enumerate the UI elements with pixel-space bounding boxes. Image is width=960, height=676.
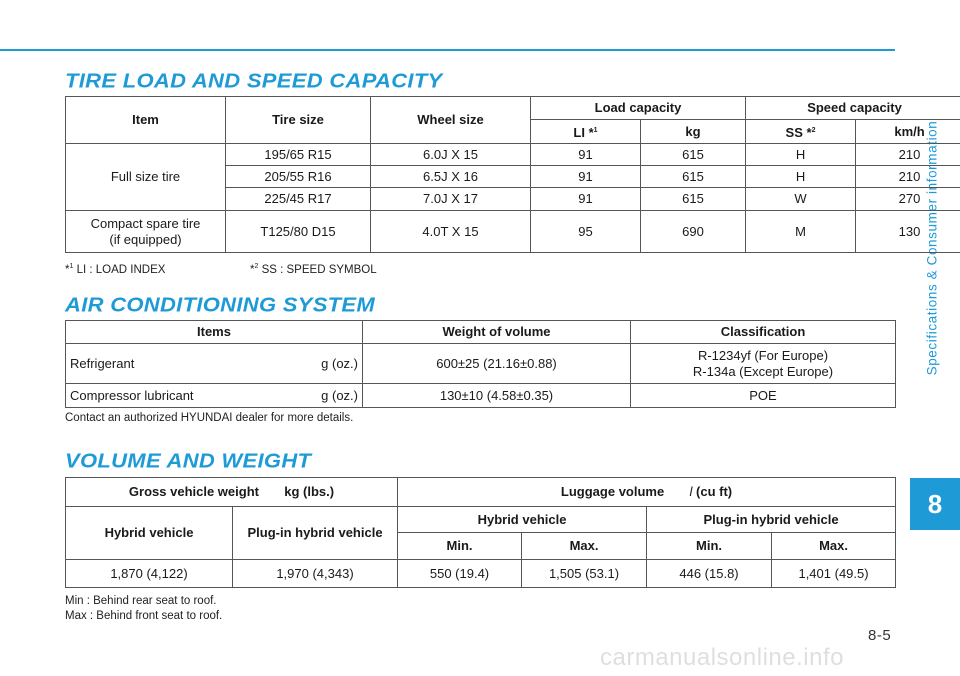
table-cell: 1,505 (53.1): [522, 560, 647, 588]
plugin-min-header: Min.: [647, 533, 772, 560]
refrigerant-item: Refrigerant g (oz.): [66, 344, 363, 384]
ac-header-classification: Classification: [631, 321, 896, 344]
tire-header-load-capacity: Load capacity: [531, 97, 746, 120]
table-cell: W: [746, 188, 856, 211]
table-row: [66, 211, 960, 253]
table-cell: T125/80 D15: [226, 211, 371, 253]
table-cell: 446 (15.8): [647, 560, 772, 588]
table-cell: H: [746, 166, 856, 188]
volume-table: [65, 477, 896, 588]
tire-header-tire-size: Tire size: [226, 97, 371, 144]
table-cell: 615: [641, 144, 746, 166]
table-cell: POE: [631, 384, 896, 408]
chapter-side-title: Specifications & Consumer information: [924, 120, 940, 376]
top-rule: [0, 49, 895, 51]
tire-header-wheel-size: Wheel size: [371, 97, 531, 144]
tire-table: [65, 96, 960, 253]
ac-note: Contact an authorized HYUNDAI dealer for more details.: [65, 412, 354, 424]
table-cell: 225/45 R17: [226, 188, 371, 211]
table-cell: H: [746, 144, 856, 166]
tire-footnote-2: *$^2$ SS : SPEED SYMBOL: [250, 263, 377, 276]
table-cell: 270: [856, 188, 960, 211]
tire-header-li: LI *$^1$: [531, 120, 641, 144]
tire-header-ss: SS *$^2$: [746, 120, 856, 144]
table-cell: 210: [856, 144, 960, 166]
volume-note-min: Min : Behind rear seat to roof.: [65, 595, 217, 607]
gross-plugin-header: Plug-in hybrid vehicle: [233, 507, 398, 560]
table-cell: 690: [641, 211, 746, 253]
gross-hybrid-header: Hybrid vehicle: [66, 507, 233, 560]
volume-note-max: Max : Behind front seat to roof.: [65, 610, 223, 622]
tire-header-kmh: km/h: [856, 120, 960, 144]
table-cell: 1,401 (49.5): [772, 560, 896, 588]
hybrid-min-header: Min.: [398, 533, 522, 560]
table-cell: 615: [641, 166, 746, 188]
ac-section-title: AIR CONDITIONING SYSTEM: [65, 293, 376, 317]
watermark: carmanualsonline.info: [600, 644, 844, 671]
table-cell: 91: [531, 166, 641, 188]
tire-header-kg: kg: [641, 120, 746, 144]
lubricant-item: Compressor lubricant g (oz.): [66, 384, 363, 408]
luggage-plugin-header: Plug-in hybrid vehicle: [647, 507, 896, 533]
ac-table: [65, 320, 896, 408]
table-cell: 91: [531, 144, 641, 166]
tire-section-title: TIRE LOAD AND SPEED CAPACITY: [65, 69, 443, 93]
page-number: 8-5: [868, 627, 892, 644]
table-cell: 210: [856, 166, 960, 188]
ac-header-items: Items: [66, 321, 363, 344]
table-cell: 600±25 (21.16±0.88): [363, 344, 631, 384]
tire-header-speed-capacity: Speed capacity: [746, 97, 960, 120]
table-cell: 91: [531, 188, 641, 211]
table-cell: 1,970 (4,343): [233, 560, 398, 588]
table-cell: 615: [641, 188, 746, 211]
table-cell: 1,870 (4,122): [66, 560, 233, 588]
table-row: [66, 344, 896, 384]
table-row: [66, 144, 960, 166]
table-cell: 130: [856, 211, 960, 253]
hybrid-max-header: Max.: [522, 533, 647, 560]
chapter-tab: 8: [910, 478, 960, 530]
gross-weight-header: Gross vehicle weight kg (lbs.): [66, 478, 398, 507]
table-cell: 130±10 (4.58±0.35): [363, 384, 631, 408]
luggage-volume-header: Luggage volume l (cu ft): [398, 478, 896, 507]
table-cell: M: [746, 211, 856, 253]
plugin-max-header: Max.: [772, 533, 896, 560]
table-cell: 205/55 R16: [226, 166, 371, 188]
table-cell: 550 (19.4): [398, 560, 522, 588]
table-row: [66, 384, 896, 408]
table-cell: 95: [531, 211, 641, 253]
full-size-tire-label: Full size tire: [66, 144, 226, 211]
tire-header-item: Item: [66, 97, 226, 144]
compact-spare-label: Compact spare tire (if equipped): [66, 211, 226, 253]
ac-header-weight: Weight of volume: [363, 321, 631, 344]
table-cell: 6.5J X 16: [371, 166, 531, 188]
table-cell: R-1234yf (For Europe) R-134a (Except Europe): [631, 344, 896, 384]
tire-footnote-1: *$^1$ LI : LOAD INDEX: [65, 263, 166, 276]
table-cell: 195/65 R15: [226, 144, 371, 166]
luggage-hybrid-header: Hybrid vehicle: [398, 507, 647, 533]
table-cell: 7.0J X 17: [371, 188, 531, 211]
volume-section-title: VOLUME AND WEIGHT: [65, 449, 312, 473]
table-cell: 6.0J X 15: [371, 144, 531, 166]
table-cell: 4.0T X 15: [371, 211, 531, 253]
table-row: [66, 560, 896, 588]
